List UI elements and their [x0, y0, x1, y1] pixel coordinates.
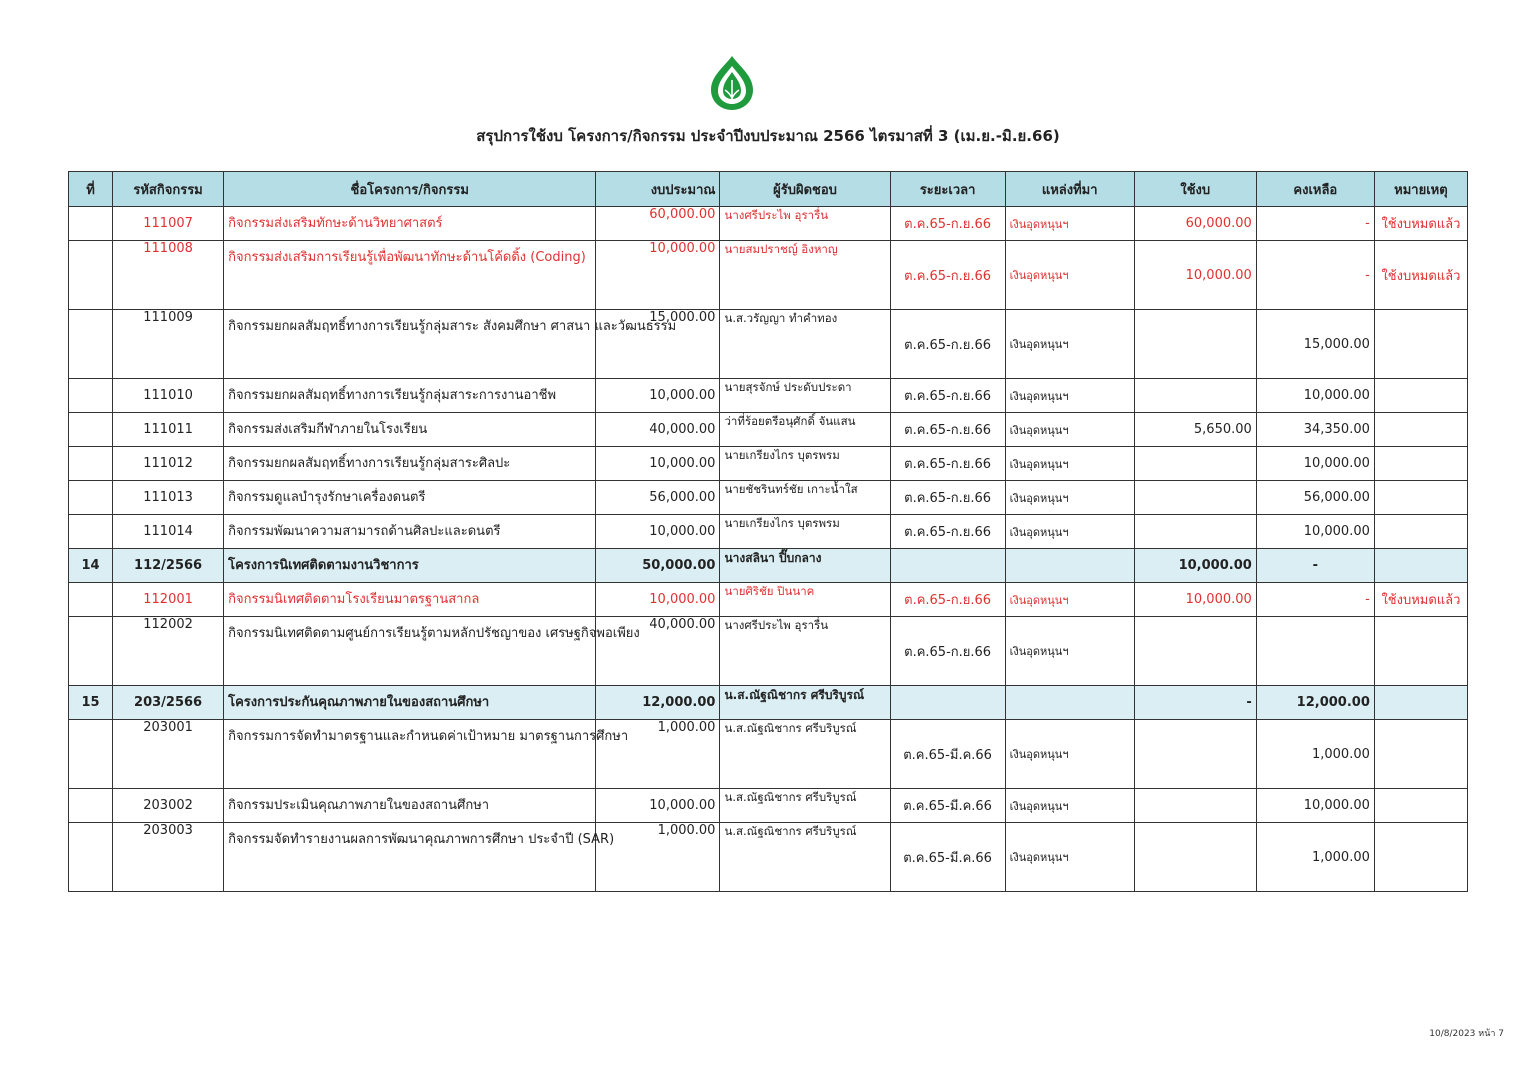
cell-used — [1134, 310, 1256, 379]
table-row — [69, 583, 1468, 617]
cell-note — [1374, 823, 1467, 892]
cell-remain: - — [1256, 207, 1374, 241]
cell-code: 203/2566 — [113, 686, 224, 720]
cell-code: 203002 — [113, 789, 224, 823]
cell-budget: 10,000.00 — [596, 379, 720, 413]
cell-period: ต.ค.65-ก.ย.66 — [890, 583, 1005, 617]
cell-source: เงินอุดหนุนฯ — [1005, 379, 1134, 413]
cell-remain: - — [1256, 241, 1374, 310]
cell-responsible: น.ส.ณัฐณิชากร ศรีบริบูรณ์ — [720, 686, 890, 720]
table-row — [69, 413, 1468, 447]
cell-code: 111013 — [113, 481, 224, 515]
cell-used — [1134, 379, 1256, 413]
cell-source: เงินอุดหนุนฯ — [1005, 207, 1134, 241]
cell-budget: 1,000.00 — [596, 720, 720, 789]
cell-code: 111012 — [113, 447, 224, 481]
cell-budget: 15,000.00 — [596, 310, 720, 379]
cell-source: เงินอุดหนุนฯ — [1005, 515, 1134, 549]
table-row — [69, 617, 1468, 686]
header-remain: คงเหลือ — [1256, 172, 1374, 207]
table-row — [69, 447, 1468, 481]
table-row — [69, 823, 1468, 892]
cell-responsible: ว่าที่ร้อยตรีอนุศักดิ์ จันแสน — [720, 413, 890, 447]
cell-budget: 12,000.00 — [596, 686, 720, 720]
cell-no — [69, 617, 113, 686]
cell-name: กิจกรรมดูแลบำรุงรักษาเครื่องดนตรี — [224, 481, 596, 515]
cell-name: กิจกรรมยกผลสัมฤทธิ์ทางการเรียนรู้กลุ่มสาระศิลปะ — [224, 447, 596, 481]
cell-no — [69, 789, 113, 823]
cell-code: 203001 — [113, 720, 224, 789]
cell-used: 10,000.00 — [1134, 583, 1256, 617]
cell-code: 203003 — [113, 823, 224, 892]
page-footer: 10/8/2023 หน้า 7 — [1429, 1029, 1504, 1039]
cell-name: กิจกรรมส่งเสริมทักษะด้านวิทยาศาสตร์ — [224, 207, 596, 241]
cell-budget: 56,000.00 — [596, 481, 720, 515]
cell-responsible: นายเกรียงไกร บุตรพรม — [720, 447, 890, 481]
cell-note — [1374, 617, 1467, 686]
cell-responsible: นางศรีประไพ อุรารื่น — [720, 207, 890, 241]
cell-no — [69, 447, 113, 481]
cell-no — [69, 379, 113, 413]
cell-period: ต.ค.65-ก.ย.66 — [890, 379, 1005, 413]
cell-remain: 10,000.00 — [1256, 447, 1374, 481]
cell-note: ใช้งบหมดแล้ว — [1374, 207, 1467, 241]
table-row — [69, 720, 1468, 789]
cell-period: ต.ค.65-ก.ย.66 — [890, 241, 1005, 310]
cell-period: ต.ค.65-ก.ย.66 — [890, 207, 1005, 241]
cell-budget: 40,000.00 — [596, 413, 720, 447]
cell-name: กิจกรรมการจัดทำมาตรฐานและกำหนดค่าเป้าหมาย มาตรฐานการศึกษา — [224, 720, 596, 789]
cell-note — [1374, 379, 1467, 413]
cell-used — [1134, 720, 1256, 789]
cell-source — [1005, 686, 1134, 720]
cell-responsible: นายสมปราชญ์ อิงหาญ — [720, 241, 890, 310]
cell-period: ต.ค.65-ก.ย.66 — [890, 481, 1005, 515]
cell-budget: 1,000.00 — [596, 823, 720, 892]
cell-used — [1134, 789, 1256, 823]
cell-no: 14 — [69, 549, 113, 583]
table-row — [69, 789, 1468, 823]
cell-responsible: น.ส.ณัฐณิชากร ศรีบริบูรณ์ — [720, 789, 890, 823]
cell-no — [69, 481, 113, 515]
cell-used: 10,000.00 — [1134, 241, 1256, 310]
cell-note — [1374, 447, 1467, 481]
cell-name: กิจกรรมพัฒนาความสามารถด้านศิลปะและดนตรี — [224, 515, 596, 549]
cell-used — [1134, 481, 1256, 515]
cell-remain: 10,000.00 — [1256, 515, 1374, 549]
table-row — [69, 207, 1468, 241]
project-row — [69, 686, 1468, 720]
cell-code: 112/2566 — [113, 549, 224, 583]
page-title: สรุปการใช้งบ โครงการ/กิจกรรม ประจำปีงบประมาณ 2566 ไตรมาสที่ 3 (เม.ย.-มิ.ย.66) — [476, 127, 1060, 145]
cell-period: ต.ค.65-ก.ย.66 — [890, 447, 1005, 481]
cell-name: กิจกรรมจัดทำรายงานผลการพัฒนาคุณภาพการศึกษา ประจำปี (SAR) — [224, 823, 596, 892]
cell-remain: 56,000.00 — [1256, 481, 1374, 515]
cell-responsible: นายเกรียงไกร บุตรพรม — [720, 515, 890, 549]
cell-no — [69, 310, 113, 379]
project-row — [69, 549, 1468, 583]
cell-used: 10,000.00 — [1134, 549, 1256, 583]
cell-responsible: นายสุรจักษ์ ประดับประดา — [720, 379, 890, 413]
cell-note — [1374, 549, 1467, 583]
cell-name: โครงการนิเทศติดตามงานวิชาการ — [224, 549, 596, 583]
cell-name: กิจกรรมยกผลสัมฤทธิ์ทางการเรียนรู้กลุ่มสาระ สังคมศึกษา ศาสนา และวัฒนธรรม — [224, 310, 596, 379]
cell-responsible: นางศรีประไพ อุรารื่น — [720, 617, 890, 686]
cell-period: ต.ค.65-มี.ค.66 — [890, 720, 1005, 789]
cell-remain: 34,350.00 — [1256, 413, 1374, 447]
cell-budget: 10,000.00 — [596, 515, 720, 549]
header-no: ที่ — [69, 172, 113, 207]
cell-note — [1374, 413, 1467, 447]
cell-no — [69, 823, 113, 892]
cell-source: เงินอุดหนุนฯ — [1005, 481, 1134, 515]
cell-period: ต.ค.65-มี.ค.66 — [890, 823, 1005, 892]
cell-period: ต.ค.65-ก.ย.66 — [890, 310, 1005, 379]
cell-remain: 10,000.00 — [1256, 379, 1374, 413]
cell-note: ใช้งบหมดแล้ว — [1374, 241, 1467, 310]
cell-note — [1374, 515, 1467, 549]
table-row — [69, 241, 1468, 310]
cell-remain: 10,000.00 — [1256, 789, 1374, 823]
cell-code: 111008 — [113, 241, 224, 310]
cell-budget: 10,000.00 — [596, 789, 720, 823]
cell-code: 111014 — [113, 515, 224, 549]
cell-no: 15 — [69, 686, 113, 720]
cell-period: ต.ค.65-มี.ค.66 — [890, 789, 1005, 823]
cell-no — [69, 583, 113, 617]
cell-source: เงินอุดหนุนฯ — [1005, 413, 1134, 447]
cell-remain — [1256, 617, 1374, 686]
cell-budget: 50,000.00 — [596, 549, 720, 583]
cell-no — [69, 720, 113, 789]
cell-no — [69, 515, 113, 549]
cell-budget: 60,000.00 — [596, 207, 720, 241]
cell-remain: 1,000.00 — [1256, 720, 1374, 789]
cell-responsible: นายศิริชัย ปินนาค — [720, 583, 890, 617]
cell-name: กิจกรรมนิเทศติดตามศูนย์การเรียนรู้ตามหลักปรัชญาของ เศรษฐกิจพอเพียง — [224, 617, 596, 686]
cell-remain: - — [1256, 583, 1374, 617]
cell-responsible: น.ส.ณัฐณิชากร ศรีบริบูรณ์ — [720, 823, 890, 892]
cell-code: 112002 — [113, 617, 224, 686]
cell-note — [1374, 789, 1467, 823]
cell-note: ใช้งบหมดแล้ว — [1374, 583, 1467, 617]
cell-used: 5,650.00 — [1134, 413, 1256, 447]
cell-code: 111011 — [113, 413, 224, 447]
cell-name: กิจกรรมส่งเสริมการเรียนรู้เพื่อพัฒนาทักษะด้านโค้ดดิ้ง (Coding) — [224, 241, 596, 310]
cell-source: เงินอุดหนุนฯ — [1005, 823, 1134, 892]
cell-name: กิจกรรมส่งเสริมกีฬาภายในโรงเรียน — [224, 413, 596, 447]
cell-no — [69, 413, 113, 447]
cell-responsible: น.ส.วรัญญา ทำคำทอง — [720, 310, 890, 379]
school-leaf-emblem-icon — [705, 54, 759, 114]
cell-responsible: นางสลินา ปิ๊บกลาง — [720, 549, 890, 583]
table-row — [69, 481, 1468, 515]
cell-source: เงินอุดหนุนฯ — [1005, 617, 1134, 686]
cell-budget: 10,000.00 — [596, 583, 720, 617]
cell-name: กิจกรรมนิเทศติดตามโรงเรียนมาตรฐานสากล — [224, 583, 596, 617]
cell-used — [1134, 447, 1256, 481]
cell-period: ต.ค.65-ก.ย.66 — [890, 617, 1005, 686]
cell-source: เงินอุดหนุนฯ — [1005, 447, 1134, 481]
cell-used: - — [1134, 686, 1256, 720]
cell-budget: 10,000.00 — [596, 447, 720, 481]
table-row — [69, 310, 1468, 379]
header-code: รหัสกิจกรรม — [113, 172, 224, 207]
cell-source: เงินอุดหนุนฯ — [1005, 310, 1134, 379]
table-row — [69, 515, 1468, 549]
cell-no — [69, 241, 113, 310]
cell-note — [1374, 310, 1467, 379]
cell-responsible: น.ส.ณัฐณิชากร ศรีบริบูรณ์ — [720, 720, 890, 789]
cell-no — [69, 207, 113, 241]
budget-table — [68, 171, 1468, 892]
cell-period: ต.ค.65-ก.ย.66 — [890, 413, 1005, 447]
cell-note — [1374, 686, 1467, 720]
cell-used — [1134, 823, 1256, 892]
cell-used — [1134, 515, 1256, 549]
cell-source: เงินอุดหนุนฯ — [1005, 720, 1134, 789]
cell-period — [890, 549, 1005, 583]
header-responsible: ผู้รับผิดชอบ — [720, 172, 890, 207]
cell-code: 111007 — [113, 207, 224, 241]
header-used: ใช้งบ — [1134, 172, 1256, 207]
cell-remain: 15,000.00 — [1256, 310, 1374, 379]
header-note: หมายเหตุ — [1374, 172, 1467, 207]
cell-remain: 1,000.00 — [1256, 823, 1374, 892]
cell-source: เงินอุดหนุนฯ — [1005, 241, 1134, 310]
cell-name: โครงการประกันคุณภาพภายในของสถานศึกษา — [224, 686, 596, 720]
cell-name: กิจกรรมยกผลสัมฤทธิ์ทางการเรียนรู้กลุ่มสาระการงานอาชีพ — [224, 379, 596, 413]
cell-source: เงินอุดหนุนฯ — [1005, 789, 1134, 823]
table-row — [69, 379, 1468, 413]
cell-source — [1005, 549, 1134, 583]
header-budget: งบประมาณ — [596, 172, 720, 207]
cell-note — [1374, 481, 1467, 515]
cell-period — [890, 686, 1005, 720]
cell-source: เงินอุดหนุนฯ — [1005, 583, 1134, 617]
header-period: ระยะเวลา — [890, 172, 1005, 207]
cell-responsible: นายชัชรินทร์ชัย เกาะน้ำใส — [720, 481, 890, 515]
header-name: ชื่อโครงการ/กิจกรรม — [224, 172, 596, 207]
cell-name: กิจกรรมประเมินคุณภาพภายในของสถานศึกษา — [224, 789, 596, 823]
header-source: แหล่งที่มา — [1005, 172, 1134, 207]
cell-remain: - — [1256, 549, 1374, 583]
cell-used — [1134, 617, 1256, 686]
table-header-row — [69, 172, 1468, 207]
cell-code: 112001 — [113, 583, 224, 617]
cell-period: ต.ค.65-ก.ย.66 — [890, 515, 1005, 549]
cell-note — [1374, 720, 1467, 789]
cell-budget: 40,000.00 — [596, 617, 720, 686]
cell-remain: 12,000.00 — [1256, 686, 1374, 720]
cell-code: 111010 — [113, 379, 224, 413]
cell-used: 60,000.00 — [1134, 207, 1256, 241]
cell-code: 111009 — [113, 310, 224, 379]
cell-budget: 10,000.00 — [596, 241, 720, 310]
